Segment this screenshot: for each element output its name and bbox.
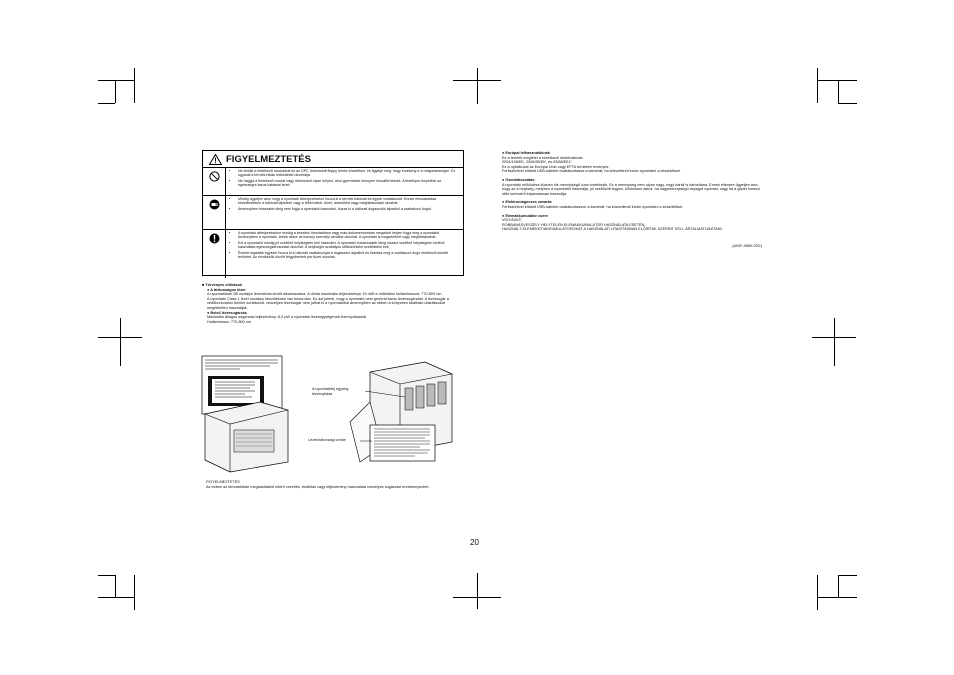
warning-item: • Ezt a nyomtatót mindig jól szellőző helyiségben kell használni. A nyomtató huzamosabb ideig rosszul szellőző helyiségben történő használata egészségkárosodást okozhat. A helyiséget szabályos időközönként szellőztetni kell.: [238, 241, 460, 250]
laser-safety-text: A nyomtatóban 3B osztályú lézerdióda került alkalmazásra. A dióda maximális teljesítménye 15 mW a működési hullámhossza: 770-800 nm. A nyomtató Class 1 lézer osztályú készüléknek van besorolva. Ez azt jelenti, hogy a nyomtató nem generál káros lézersugárzást. A lézersugár a védőburkolaton belülre korlátozott, veszélyes lézersugár nem juthat ki a nyomtatóból amennyiben az ebben a könyvben található utasításokat megfelelően használják.: [207, 292, 449, 310]
laser-label-figure: [200, 352, 465, 477]
regulations-section: ■ Törvényes előírások ● A biztonságos lézer A nyomtatóban 3B osztályú lézerdióda került alkalmazásra. A dióda maximális teljesítménye 15 mW a működési hullámhossza: 770-800 nm. A nyomtató Class 1 lézer osztályú készüléknek van besorolva. Ez azt jelenti, hogy a nyomtató nem generál káros lézersugárzást. A lézersugár a védőburkolaton belülre korlátozott, veszélyes lézersugár nem juthat ki a nyomtatóból amennyiben az ebben a könyvben található utasításokat megfelelően használják. ● Belső lézersugárzás Maximális átlagos sugárzási teljesítmény: 8,5 µW a nyomtató lézeregységének lézernyílásánál Hullámhossz: 770-800 nm: [202, 283, 464, 324]
internal-radiation-text: Maximális átlagos sugárzási teljesítmény: 8,5 µW a nyomtató lézeregységének lézernyílásánál Hullámhossz: 770-800 nm: [207, 315, 366, 324]
exclamation-icon: [209, 233, 220, 244]
eu-text: Ez a termék megfelel a következő direktíváknak: 2004/108/EK, 2006/95/EK, és 93/68/EEC Ez a nyilatkozat az Európai Unió vagy EFTA területén érvényes. Feritszűrővel ellátott USB-kábelet csatlakoztassa a kamerát, ha közvetlenül kíván nyomtatni a készülékkel.: [502, 155, 682, 174]
safety-label-callout: Lézerbiztonsági címke: [308, 438, 346, 442]
ozone-text: A nyomtató működése közben kis mennyiségű ózon keletkezik. Ez a mennyiség nem olyan nagy, hogy bárkit is károsítana. Ennek ellenére ügyeljen arra, hogy az a helyiség, melyben a nyomtatót használja, jól szellőzött legyen, különösen akkor, ha nagymennyiségű anyagot nyomtat, vagy ha a gépet hosszú időn keresztül folyamatosan használja.: [502, 182, 760, 196]
aperture-label: A nyomtatófej egység lézernyílása: [312, 387, 349, 396]
warning-item: • Mindig ügyeljen arra, hogy a nyomtató áthelyezésekor húzza ki a termék hálózati és egyéb csatlakozóit. Ennek elmulasztása következtében a hálózati tápkábel vagy a többi kábel, tűzet, áramütést vagy meghibásodást okozhat.: [238, 197, 460, 206]
emi-text: Feritszűrővel ellátott USB-kábelet csatlakoztasson a kamerát, ha közvetlenül kíván nyomtatni a készülékkel.: [502, 204, 684, 209]
warning-item: • Amennyiben hosszabb ideig nem fogja a nyomtatót használni, húzza ki a hálózati dugaszolót aljzatból a csatlakozó dugót.: [238, 207, 460, 211]
caption-title: FIGYELMEZTETÉS: [206, 480, 240, 484]
warning-row-3: [203, 230, 463, 278]
warning-item: • A nyomtató áthelyezésekor mindig a kezelési útmutatóban vagy más dokumentumban megadott helyen fogja meg a nyomtatót. Amennyiben a nyomtató, leesik akkor az komoly személyi sérülést okozhat. A nyomtató is megsérülhet vagy meghibásodhat.: [238, 231, 460, 240]
laser-safety-heading: A biztonságos lézer: [210, 287, 246, 292]
ozone-heading: Ózonkibocsátás: [505, 177, 535, 182]
warning-item: • Évente legalább egyszer húzza ki a hálózati csatlakozójat a dugaszoló aljzatból és tisztítsa meg a csatlakozó dugó érintkezői közötti területet. Az érintkezők között felgyülemlett por tüzet okozhat.: [238, 251, 460, 260]
caption-text: Az ebben az útmutatóban megadottaktól eltérő vezérlés, beállítás vagy teljesítmény használata veszélyes sugárzást eredményezhet.: [206, 484, 430, 489]
warning-title: FIGYELMEZTETÉS: [226, 153, 311, 165]
printer-illustration: [200, 352, 465, 477]
warning-row-1: [203, 168, 463, 196]
internal-radiation-heading: Belső lézersugárzás: [210, 310, 247, 315]
document-code: (A00F-9560-00G): [732, 243, 762, 248]
warning-triangle-icon: [209, 154, 222, 165]
warning-box: [202, 150, 464, 276]
warning-item: • Ne hagyja a festékező modult vagy dobmodult olyan helyen, ahol gyermekek könnyen hozzáférhetnek. A festékpor lenyelése az egészségre káros hatással lehet.: [238, 179, 460, 188]
warning-row-2: [203, 196, 463, 230]
warning-header: [203, 151, 463, 168]
right-column: ● Európai felhasználóknak Ez a termék megfelel a következő direktíváknak: 2004/108/EK, 2006/95/EK, és 93/68/EEC Ez a nyilatkozat az Európai Unió vagy EFTA területén érvényes. Feritszűrővel ellátott USB-kábelet csatlakoztassa a kamerát, ha közvetlenül kíván nyomtatni a készülékkel. ● Ózonkibocsátás A nyomtató működése közben kis mennyiségű ózon keletkezik. Ez a mennyiség nem olyan nagy, hogy bárkit is károsítana. Ennek ellenére ügyeljen arra, hogy az a helyiség, melyben a nyomtatót használja, jól szellőzött legyen, különösen akkor, ha nagymennyiségű anyagot nyomtat, vagy ha a gépet hosszú időn keresztül folyamatosan használja. ● Elektromágneses zavarás Feritszűrővel ellátott USB-kábelet csatlakoztasson a kamerát, ha közvetlenül kíván nyomtatni a készülékkel. ● Elemakkumulátor csere VIGYÁZAT! ROBBANÁSVESZÉLY HELYTELEN ELEMAKKUMULÁTOR HASZNÁLATA ESETÉN. HASZNÁLT ELEMEKET/AKKUMULÁTOROKAT A HASZNÁLATI UTASÍTÁSBAN ELŐÍRTAK SZERINT KELL ÁRTALMATLANÍTANI. (A00F-9560-00G): [502, 151, 762, 248]
unplug-icon: [209, 199, 220, 210]
page-number: 20: [470, 538, 479, 547]
warning-item: • Ne törölje a festékező modulokat és az OPC dobmodult floppy lemez közelében, és figyelje meg, hogy érzékeny-e a mágnesességre. Ez ugyanis a termék hibás működését okozhatja.: [238, 169, 460, 178]
battery-text: VIGYÁZAT! ROBBANÁSVESZÉLY HELYTELEN ELEMAKKUMULÁTOR HASZNÁLATA ESETÉN. HASZNÁLT ELEMEKET/AKKUMULÁTOROKAT A HASZNÁLATI UTASÍTÁSBAN ELŐÍRTAK SZERINT KELL ÁRTALMATLANÍTANI.: [502, 218, 723, 232]
eu-heading: Európai felhasználóknak: [505, 151, 550, 155]
battery-heading: Elemakkumulátor csere: [505, 213, 548, 218]
regulations-heading: Törvényes előírások: [205, 283, 243, 287]
figure-caption: [206, 480, 464, 489]
emi-heading: Elektromágneses zavarás: [505, 200, 552, 205]
prohibited-icon: [209, 171, 220, 182]
